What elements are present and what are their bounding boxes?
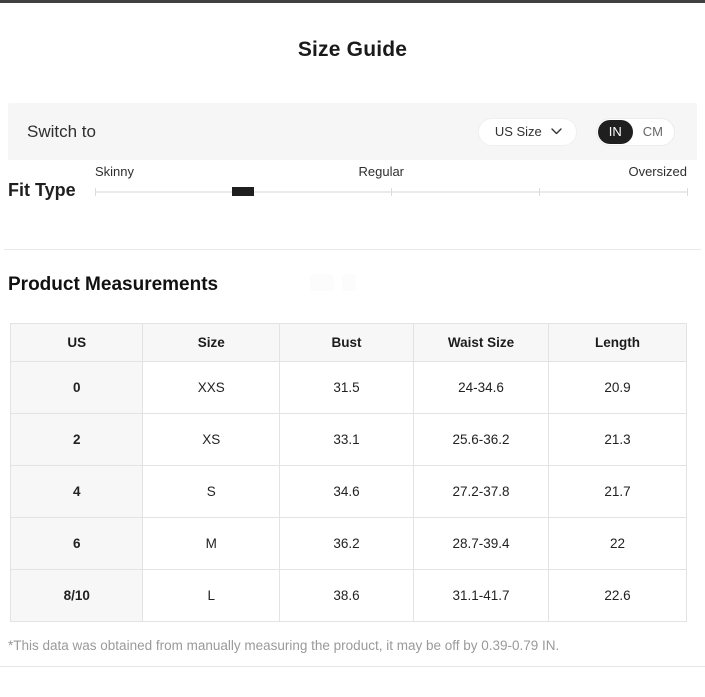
fit-type-section [0,160,705,249]
table-row [11,570,687,622]
fit-option-skinny: Skinny [95,164,135,179]
cell-waist: 28.7-39.4 [413,518,548,570]
cell-bust: 33.1 [280,414,414,466]
table-row [11,518,687,570]
top-border [0,0,705,3]
cell-us: 0 [11,362,143,414]
fit-tick [95,188,96,196]
product-measurements-heading: Product Measurements [8,274,219,295]
switch-bar [8,103,697,160]
cell-waist: 24-34.6 [413,362,548,414]
unit-toggle[interactable] [596,118,675,146]
cell-size: M [143,518,280,570]
switch-controls [478,118,675,146]
fit-type-track[interactable] [95,187,687,197]
table-row [11,466,687,518]
col-header-us: US [11,324,143,362]
measurement-disclaimer: *This data was obtained from manually measuring the product, it may be off by 0.39-0.79 IN. [8,638,560,653]
table-row [11,414,687,466]
product-measurements-row [8,274,697,297]
cell-waist: 25.6-36.2 [413,414,548,466]
size-standard-value: US Size [494,124,542,139]
faded-icon [310,274,334,291]
cell-length: 21.7 [549,466,687,518]
cell-length: 21.3 [549,414,687,466]
cell-bust: 34.6 [280,466,414,518]
col-header-waist: Waist Size [413,324,548,362]
cell-size: S [143,466,280,518]
fit-option-oversized: Oversized [628,164,687,179]
col-header-size: Size [143,324,280,362]
page-title: Size Guide [297,38,408,61]
col-header-length: Length [549,324,687,362]
cell-us: 4 [11,466,143,518]
cell-size: L [143,570,280,622]
cell-us: 6 [11,518,143,570]
measurements-table [10,323,687,622]
cell-waist: 27.2-37.8 [413,466,548,518]
faded-icon [342,274,356,291]
fit-type-label: Fit Type [8,180,76,200]
cell-length: 22 [549,518,687,570]
size-standard-dropdown[interactable] [478,118,577,146]
fit-tick [391,188,392,196]
cell-size: XXS [143,362,280,414]
cell-us: 2 [11,414,143,466]
cell-length: 22.6 [549,570,687,622]
unit-toggle-cm[interactable]: CM [642,124,663,139]
cell-size: XS [143,414,280,466]
fit-type-marker[interactable] [232,187,254,196]
col-header-bust: Bust [280,324,414,362]
fit-option-regular: Regular [358,164,405,179]
fit-tick [687,188,688,196]
bottom-divider [0,666,705,667]
cell-bust: 31.5 [280,362,414,414]
fit-tick [539,188,540,196]
fit-type-options [95,164,687,179]
cell-bust: 36.2 [280,518,414,570]
fit-type-slider[interactable] [95,164,687,197]
cell-us: 8/10 [11,570,143,622]
table-header-row [11,324,687,362]
table-row [11,362,687,414]
cell-bust: 38.6 [280,570,414,622]
cell-length: 20.9 [549,362,687,414]
switch-to-label: Switch to [27,121,96,141]
cell-waist: 31.1-41.7 [413,570,548,622]
section-divider [4,249,701,250]
chevron-down-icon [551,128,562,135]
unit-toggle-in[interactable]: IN [598,120,633,144]
